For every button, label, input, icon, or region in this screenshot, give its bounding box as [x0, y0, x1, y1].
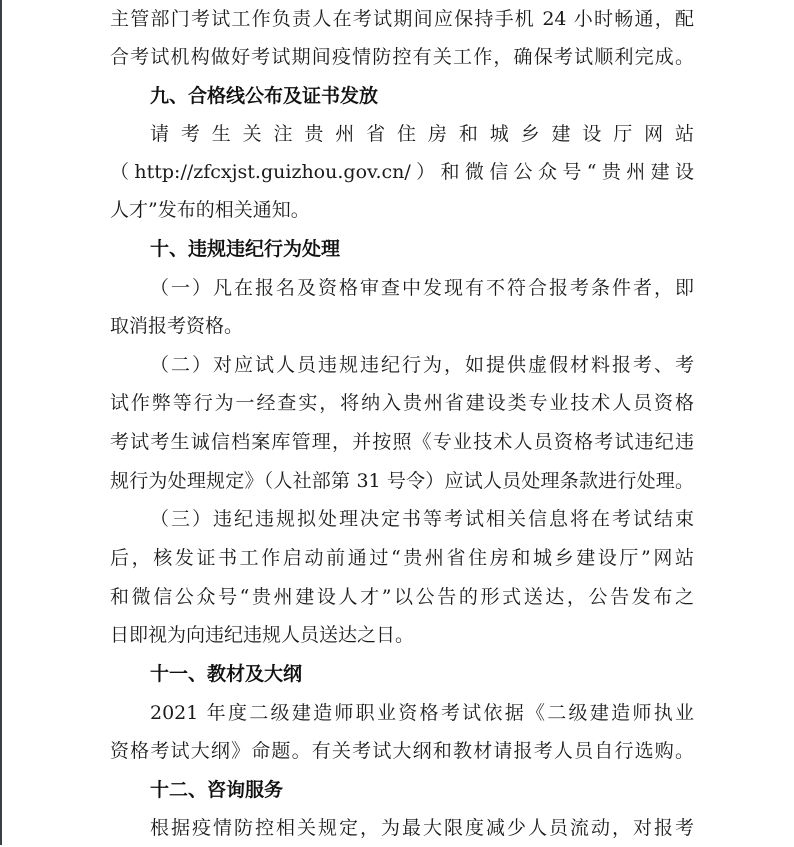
paragraph-line: 人才”发布的相关通知。	[110, 199, 310, 221]
paragraph-line: 后，核发证书工作启动前通过“贵州省住房和城乡建设厅”网站	[110, 547, 694, 569]
paragraph-line: 日即视为向违纪违规人员送达之日。	[110, 624, 415, 646]
paragraph-line: 试作弊等行为一经查实，将纳入贵州省建设类专业技术人员资格	[110, 392, 694, 414]
paragraph-line: 资格考试大纲》命题。有关考试大纲和教材请报考人员自行选购。	[110, 740, 694, 762]
paragraph-line: 取消报考资格。	[110, 315, 244, 337]
paragraph-line: 和微信公众号“贵州建设人才”以公告的形式送达，公告发布之	[110, 586, 694, 608]
paragraph-line: 请考生关注贵州省住房和城乡建设厅网站	[150, 123, 694, 145]
paragraph-line: 规行为处理规定》（人社部第 31 号令）应试人员处理条款进行处理。	[110, 470, 694, 492]
paragraph-line: 合考试机构做好考试期间疫情防控有关工作，确保考试顺利完成。	[110, 46, 694, 68]
paragraph-line: （三）违纪违规拟处理决定书等考试相关信息将在考试结束	[150, 508, 694, 530]
section-heading-11: 十一、教材及大纲	[150, 663, 303, 685]
paragraph-line: （二）对应试人员违规违纪行为，如提供虚假材料报考、考	[150, 354, 694, 376]
section-heading-9: 九、合格线公布及证书发放	[150, 85, 379, 107]
paragraph-line: （一）凡在报名及资格审查中发现有不符合报考条件者，即	[150, 277, 694, 299]
paragraph-line: 2021 年度二级建造师职业资格考试依据《二级建造师执业	[150, 702, 694, 724]
section-heading-12: 十二、咨询服务	[150, 779, 284, 801]
window-left-edge	[0, 0, 2, 845]
paragraph-line: 考试考生诚信档案库管理，并按照《专业技术人员资格考试违纪违	[110, 431, 694, 453]
paragraph-line: 根据疫情防控相关规定，为最大限度减少人员流动，对报考	[150, 817, 694, 839]
paragraph-line: （http://zfcxjst.guizhou.gov.cn/）和微信公众号“贵州建设	[110, 161, 694, 183]
section-heading-10: 十、违规违纪行为处理	[150, 238, 341, 260]
paragraph-line: 主管部门考试工作负责人在考试期间应保持手机 24 小时畅通，配	[110, 8, 694, 30]
